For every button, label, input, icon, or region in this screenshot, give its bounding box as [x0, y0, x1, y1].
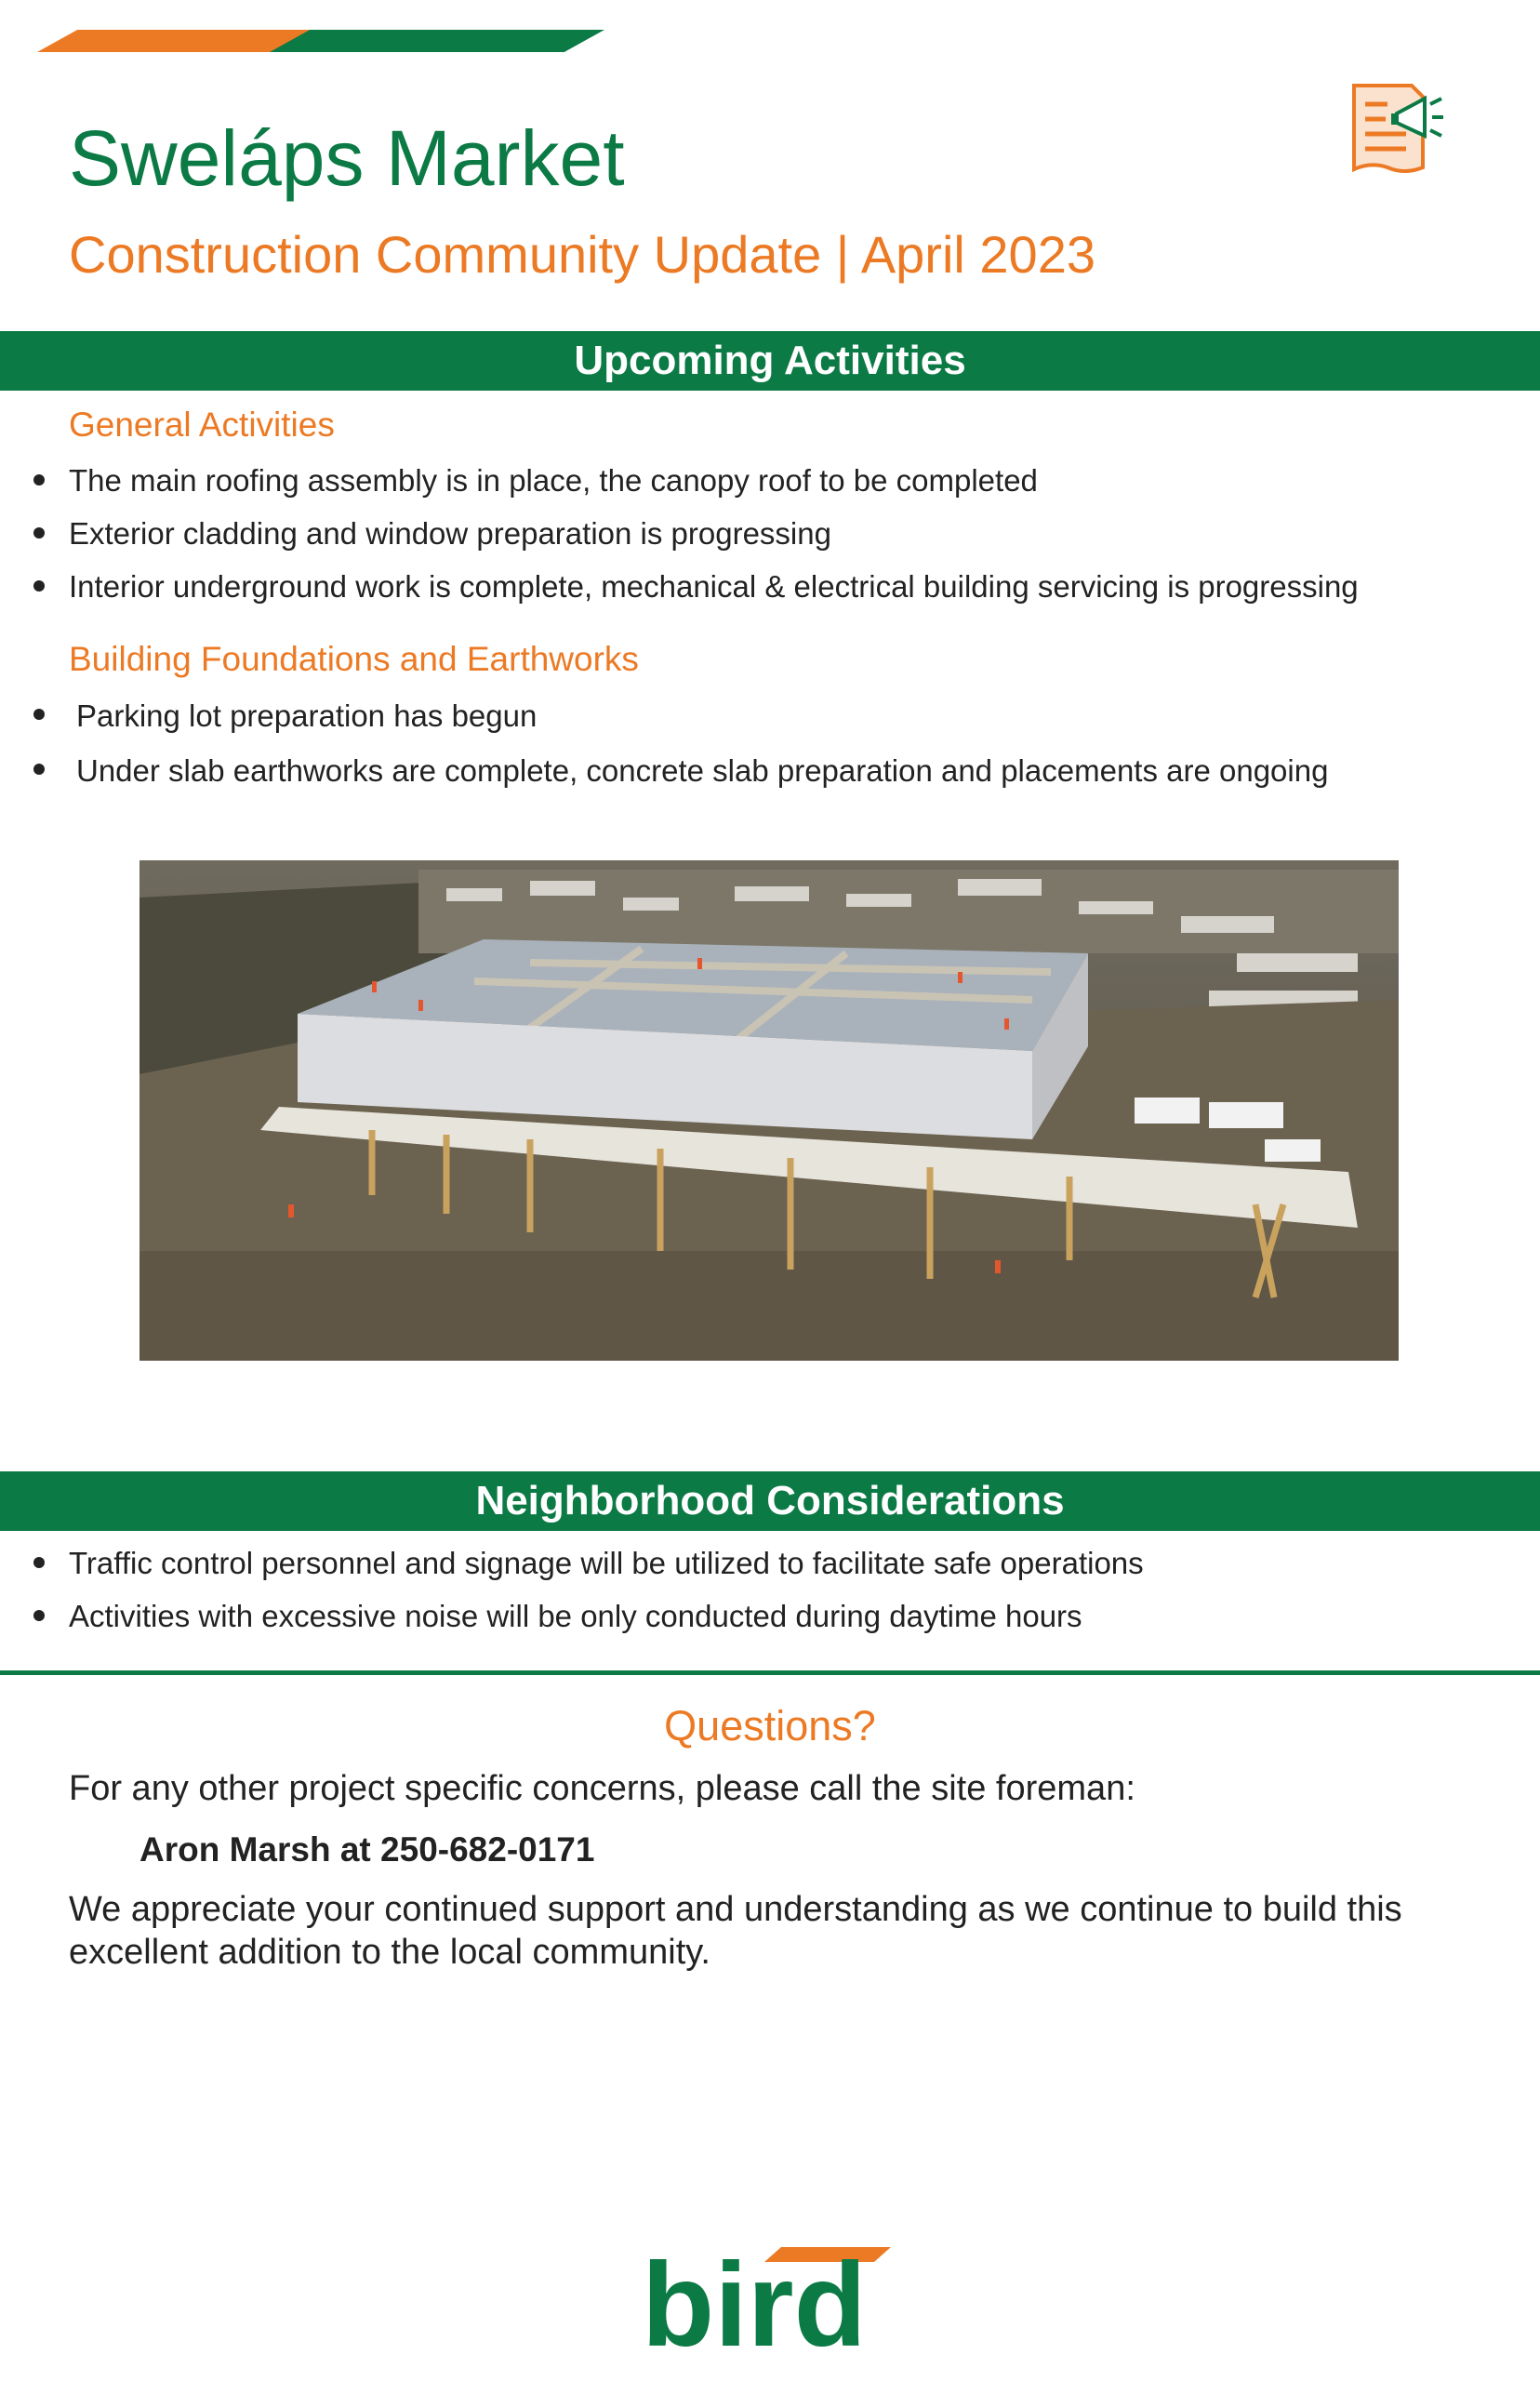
- contact-info: Aron Marsh at 250-682-0171: [139, 1830, 595, 1869]
- list-item-text: Parking lot preparation has begun: [76, 698, 538, 733]
- bullet-icon: [33, 1557, 45, 1568]
- general-activities-heading: General Activities: [69, 406, 335, 444]
- bullet-icon: [33, 474, 45, 486]
- foundations-heading: Building Foundations and Earthworks: [69, 640, 639, 678]
- list-item: [0, 454, 1488, 507]
- bullet-icon: [33, 764, 45, 775]
- list-item: [0, 560, 1488, 613]
- section-header-neighborhood: Neighborhood Considerations: [0, 1471, 1540, 1531]
- list-item: [0, 1590, 1488, 1643]
- list-item: [0, 1536, 1488, 1590]
- green-stripe: [270, 30, 604, 52]
- list-item-text: Interior underground work is complete, mechanical & electrical building servicing is progressing: [69, 569, 1359, 604]
- bullet-icon: [33, 527, 45, 539]
- questions-heading: Questions?: [664, 1702, 876, 1749]
- construction-site-photo: [139, 860, 1399, 1361]
- list-item-text: Activities with excessive noise will be only conducted during daytime hours: [69, 1599, 1082, 1633]
- announcement-document-icon: [1350, 82, 1447, 179]
- list-item: [0, 507, 1488, 560]
- list-item-text: Exterior cladding and window preparation is progressing: [69, 516, 831, 551]
- list-item-text: Under slab earthworks are complete, concrete slab preparation and placements are ongoing: [76, 753, 1329, 788]
- section-header-upcoming: Upcoming Activities: [0, 331, 1540, 391]
- bullet-icon: [33, 709, 45, 720]
- questions-intro: For any other project specific concerns, please call the site foreman:: [69, 1769, 1135, 1808]
- list-item-text: Traffic control personnel and signage will be utilized to facilitate safe operations: [69, 1546, 1144, 1580]
- section-divider: [0, 1670, 1540, 1675]
- page-title: Sweláps Market: [69, 114, 625, 202]
- bullet-icon: [33, 1610, 45, 1621]
- closing-message: We appreciate your continued support and understanding as we continue to build this excellent addition to the local community.: [69, 1890, 1402, 1972]
- list-item-text: The main roofing assembly is in place, the canopy roof to be completed: [69, 463, 1038, 498]
- list-item: [0, 743, 1488, 798]
- bullet-icon: [33, 580, 45, 592]
- general-activities-list: [0, 454, 1488, 613]
- foundations-list: [0, 688, 1488, 798]
- svg-text:bird: bird: [642, 2241, 867, 2353]
- list-item: [0, 688, 1488, 743]
- page-subtitle: Construction Community Update | April 2023: [69, 225, 1095, 284]
- neighborhood-list: [0, 1536, 1488, 1643]
- bird-logo: [642, 2241, 893, 2353]
